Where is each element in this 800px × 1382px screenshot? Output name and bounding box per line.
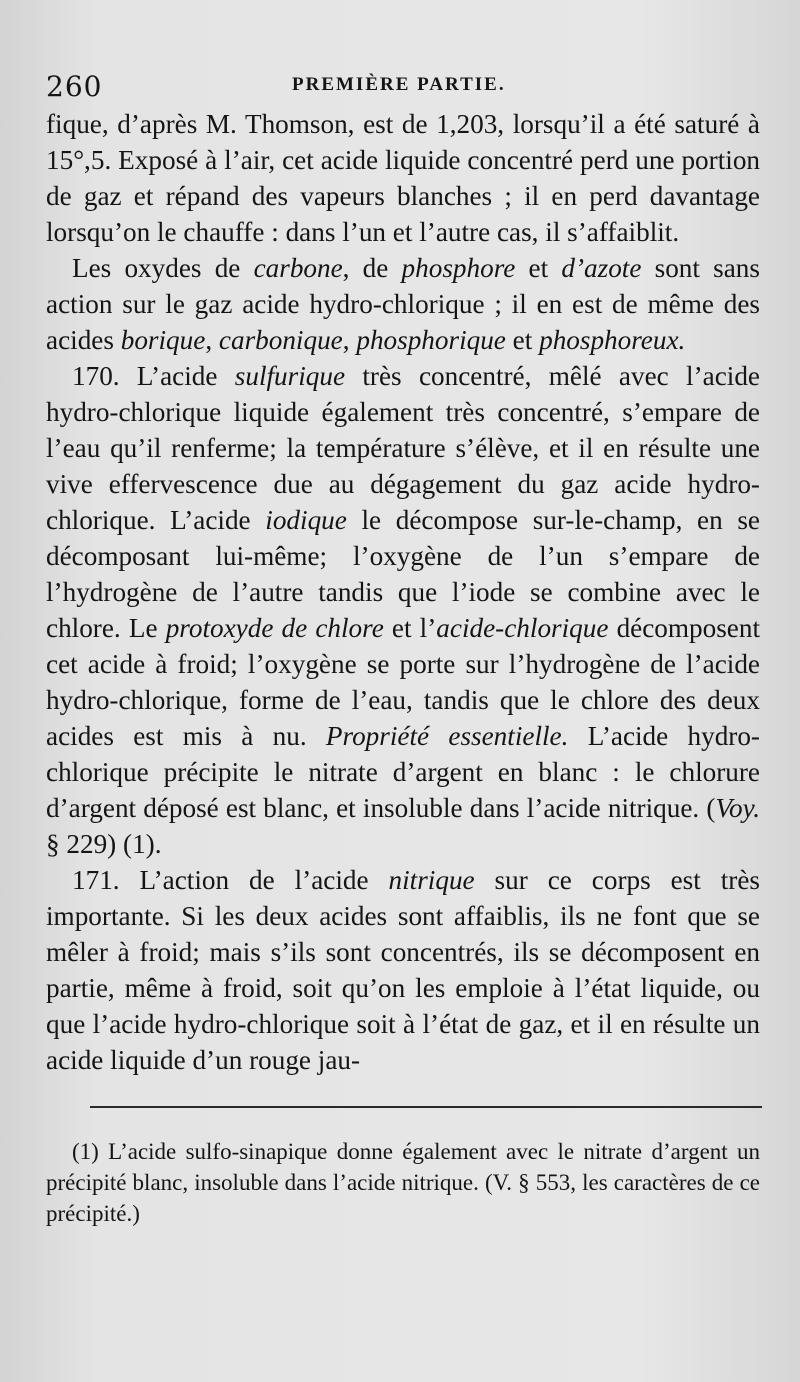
- italic-text: Voy.: [715, 793, 760, 823]
- running-title: PREMIÈRE PARTIE.: [292, 74, 506, 95]
- italic-text: carbone: [253, 253, 343, 283]
- italic-text: nitrique: [388, 865, 475, 895]
- paragraph: [46, 106, 760, 250]
- paragraph: [46, 358, 760, 862]
- text-run: décomposent cet acide à froid; l’oxygène se porte sur l’hydrogène de l’acide hydro-chlorique, forme de l’eau, tandis que le chlore des deux acides est mis à nu.: [46, 613, 761, 751]
- text-run: , de: [342, 253, 402, 283]
- footnote: [46, 1136, 760, 1229]
- footnote-divider: [90, 1106, 762, 1108]
- italic-text: iodique: [265, 505, 347, 535]
- text-run: très concentré, mêlé avec l’acide hydro-chlorique liquide également très concentré, s’empare de l’eau qu’il renferme; la température s’élève, et il en résulte une vive effervescence due au dégagement du gaz acide hydro-chlorique. L’acide: [46, 361, 760, 535]
- body-text: [46, 106, 760, 1078]
- text-run: sont sans action sur le gaz acide hydro-chlorique ; il en est de même des acides: [46, 253, 760, 355]
- text-run: sur ce corps est très importante. Si les deux acides sont affaiblis, ils ne font que se mêler à froid; mais s’ils sont concentrés, ils se décomposent en partie, même à froid, soit qu’on les emploie à l’état liquide, ou que l’acide hydro-chlorique soit à l’état de gaz, et il en résulte un acide liquide d’un rouge jau-: [46, 865, 760, 1075]
- italic-text: phosphorique: [356, 325, 506, 355]
- paragraph: [46, 862, 760, 1078]
- text-run: Les oxydes de: [72, 253, 254, 283]
- text-run: § 229) (1).: [46, 829, 162, 859]
- italic-text: sulfurique: [234, 361, 346, 391]
- text-run: 171. L’action de l’acide: [72, 865, 389, 895]
- text-run: ,: [205, 325, 219, 355]
- italic-text: acide-chlorique: [436, 613, 609, 643]
- text-run: 170. L’acide: [72, 361, 235, 391]
- italic-text: Propriété essentielle.: [325, 721, 569, 751]
- italic-text: borique: [120, 325, 206, 355]
- text-run: et: [515, 253, 562, 283]
- text-run: (1) L’acide sulfo-sinapique donne également avec le nitrate d’argent un précipité blanc, insoluble dans l’acide nitrique. (V. § 553, les caractères de ce précipité.): [46, 1139, 760, 1226]
- italic-text: carbonique: [218, 325, 343, 355]
- page-number: 260: [46, 70, 103, 103]
- text-run: ,: [342, 325, 357, 355]
- italic-text: phosphore: [401, 253, 516, 283]
- running-head: [46, 66, 760, 102]
- text-run: et l’: [383, 613, 437, 643]
- text-run: fique, d’après M. Thomson, est de 1,203, lorsqu’il a été saturé à 15°,5. Exposé à l’air, cet acide liquide concentré perd une portion de gaz et répand des vapeurs blanches ; il en perd davantage lorsqu’on le chauffe : dans l’un et l’autre cas, il s’affaiblit.: [46, 109, 760, 247]
- text-run: et: [505, 325, 540, 355]
- paragraph: [46, 250, 760, 358]
- italic-text: phosphoreux.: [539, 325, 686, 355]
- text-run: L’acide hydro-chlorique précipite le nitrate d’argent en blanc : le chlorure d’argent déposé est blanc, et insoluble dans l’acide nitrique. (: [46, 721, 760, 823]
- italic-text: protoxyde de chlore: [165, 613, 384, 643]
- italic-text: d’azote: [561, 253, 642, 283]
- text-run: le décompose sur-le-champ, en se décomposant lui-même; l’oxygène de l’un s’empare de l’hydrogène de l’autre tandis que l’iode se combine avec le chlore. Le: [46, 505, 760, 643]
